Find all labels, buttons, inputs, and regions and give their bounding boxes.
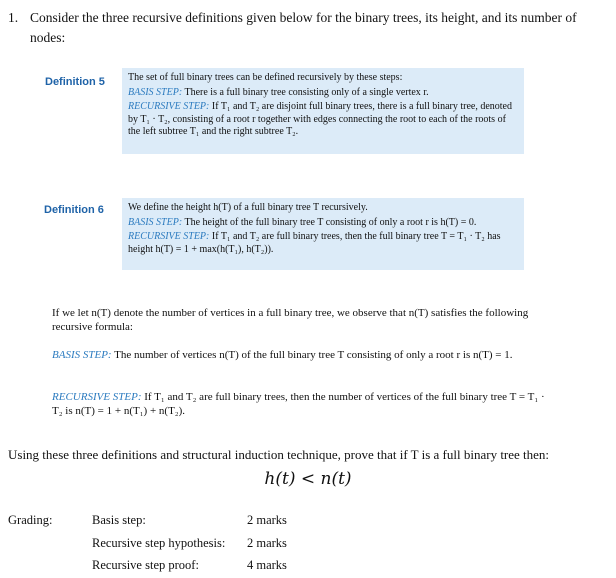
definition-5-box <box>122 68 524 154</box>
definition-5-recursive-label: RECURSIVE STEP: <box>128 101 210 112</box>
definition-6-recursive-text: If T₁ and T₂ are full binary trees, then the full binary tree T = T₁ · T₂ has height h(T) = 1 + max(h(T₁), h(T₂)). <box>128 231 501 255</box>
grading-marks-basis: 2 marks <box>247 513 287 527</box>
question-text: Consider the three recursive definitions given below for the binary trees, its height, and its number of nodes: <box>30 10 577 45</box>
nodes-basis-text: The number of vertices n(T) of the full binary tree T consisting of only a root r is n(T) = 1. <box>114 349 513 361</box>
nodes-recursive-label: RECURSIVE STEP: <box>52 391 142 403</box>
definition-5-intro: The set of full binary trees can be defined recursively by these steps: <box>128 72 403 83</box>
definition-5-basis <box>128 87 518 100</box>
grading-label: Grading: <box>8 513 53 527</box>
formula: h(t) < n(t) <box>264 469 352 489</box>
nodes-basis-label: BASIS STEP: <box>52 349 112 361</box>
grading-item-proof: Recursive step proof: <box>92 558 199 572</box>
definition-6-label: Definition 6 <box>44 204 104 216</box>
definition-6-box <box>122 198 524 270</box>
definition-5-label: Definition 5 <box>45 76 105 88</box>
definition-5-recursive <box>128 101 518 139</box>
grading-marks-hypothesis: 2 marks <box>247 536 287 550</box>
definition-6-basis <box>128 217 518 230</box>
nodes-recursive <box>52 390 552 418</box>
nodes-basis <box>52 348 552 362</box>
definition-6-intro: We define the height h(T) of a full binary tree T recursively. <box>128 202 368 213</box>
definition-5-basis-label: BASIS STEP: <box>128 86 183 98</box>
definition-6-basis-text: The height of the full binary tree T consisting of only a root r is h(T) = 0. <box>184 216 477 228</box>
question-number: 1. <box>8 10 19 25</box>
nodes-intro: If we let n(T) denote the number of vertices in a full binary tree, we observe that n(T) satisfies the following recursive formula: <box>52 307 529 333</box>
definition-6-recursive <box>128 231 518 256</box>
question <box>8 8 608 48</box>
definition-6-recursive-label: RECURSIVE STEP: <box>128 231 210 242</box>
grading-item-hypothesis: Recursive step hypothesis: <box>92 536 226 550</box>
definition-5-recursive-text: If T₁ and T₂ are disjoint full binary trees, there is a full binary tree, denoted by T₁ · T₂, consisting of a root r together with edges connecting the root to each of the roots of the left subtree T₁ and the right subtree T₂. <box>128 101 512 137</box>
nodes-recursive-text: If T₁ and T₂ are full binary trees, then the number of vertices of the full binary tree T = T₁ · T₂ is n(T) = 1 + n(T₁) + n(T₂). <box>52 391 545 417</box>
prove-statement: Using these three definitions and structural induction technique, prove that if T is a full binary tree then: <box>8 447 550 462</box>
definition-6-basis-label: BASIS STEP: <box>128 216 183 228</box>
grading-item-basis: Basis step: <box>92 513 146 527</box>
definition-5-basis-text: There is a full binary tree consisting only of a single vertex r. <box>184 86 429 98</box>
grading-marks-proof: 4 marks <box>247 558 287 572</box>
